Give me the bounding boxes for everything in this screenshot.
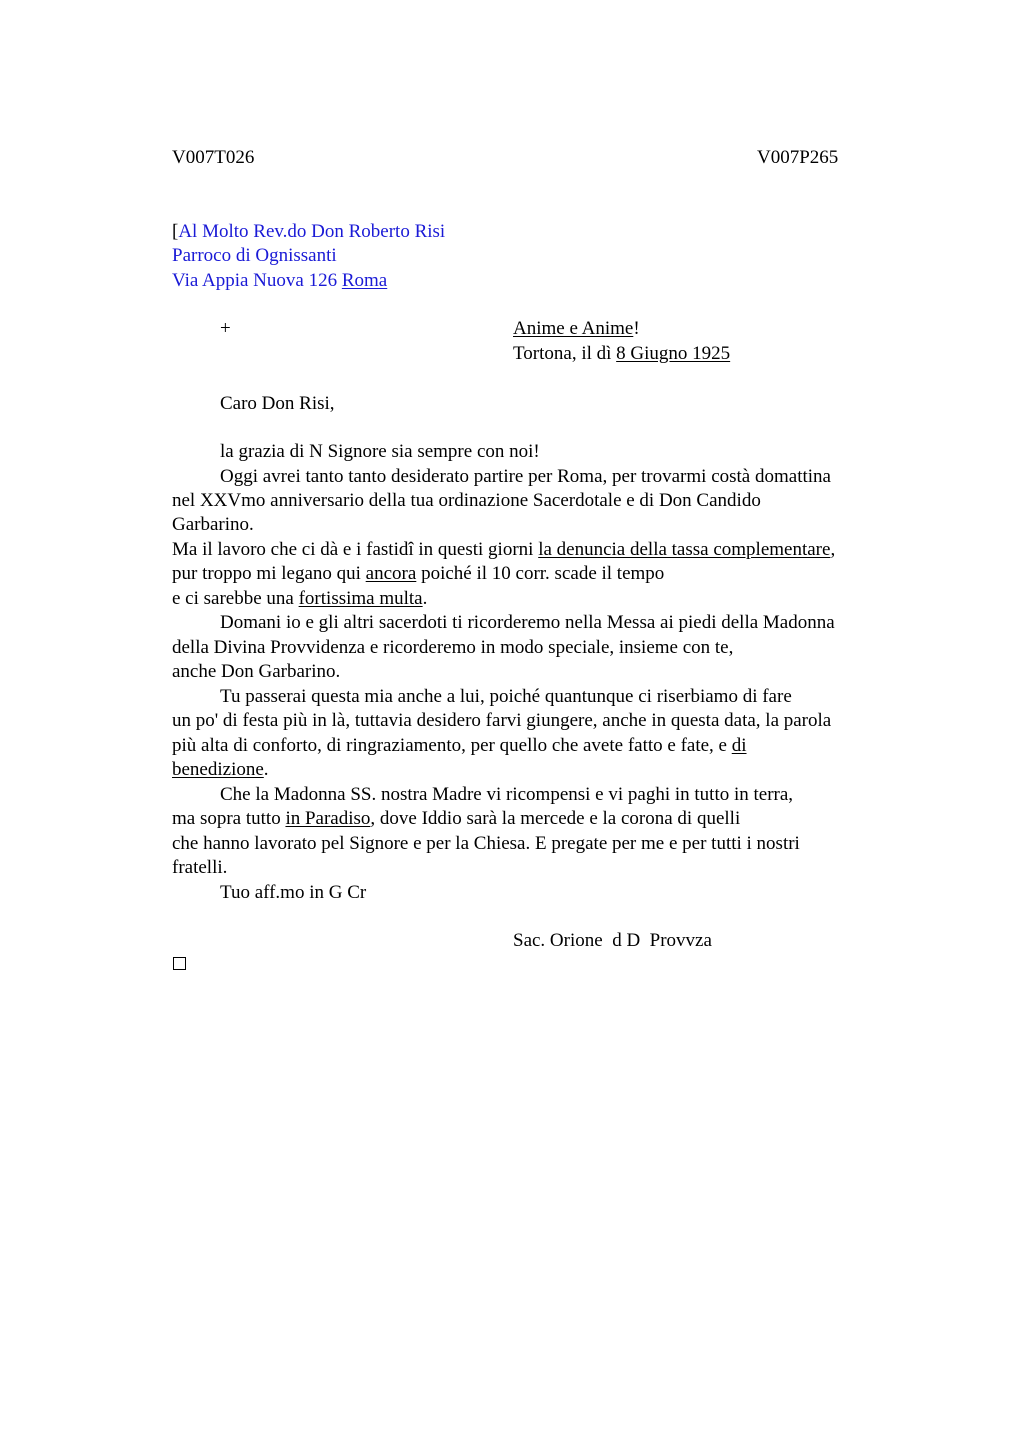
body-line: nel XXVmo anniversario della tua ordinazione Sacerdotale e di Don Candido	[172, 490, 761, 511]
text-segment: poiché il 10 corr. scade il tempo	[416, 563, 665, 584]
body-line: Domani io e gli altri sacerdoti ti ricorderemo nella Messa ai piedi della Madonna	[220, 612, 835, 633]
text-segment: e ci sarebbe una	[172, 588, 299, 609]
salutation: Caro Don Risi,	[220, 393, 335, 414]
address-line-1: Al Molto Rev.do Don Roberto Risi	[178, 221, 446, 242]
place-date	[513, 342, 730, 366]
underlined-text: di	[731, 735, 747, 756]
body-line: Che la Madonna SS. nostra Madre vi ricompensi e vi paghi in tutto in terra,	[220, 784, 794, 805]
underlined-text: in Paradiso	[285, 808, 371, 829]
motto-tail: !	[633, 318, 640, 339]
underlined-text: benedizione	[172, 759, 264, 780]
address-bracket: [	[172, 221, 179, 242]
underlined-text: ancora	[365, 563, 417, 584]
text-segment: ma sopra tutto	[172, 808, 286, 829]
signature: Sac. Orione d D Provvza	[513, 930, 712, 951]
body-line	[172, 807, 740, 831]
text-segment: , dove Iddio sarà la mercede e la corona di quelli	[370, 808, 741, 829]
text-segment: .	[422, 588, 428, 609]
text-segment: .	[263, 759, 269, 780]
body-line: che hanno lavorato pel Signore e per la Chiesa. E pregate per me e per tutti i nostri	[172, 833, 800, 854]
archive-code-right: V007P265	[757, 147, 839, 168]
underlined-text: la denuncia della tassa complementare	[538, 539, 831, 560]
text-segment: ,	[830, 539, 836, 560]
motto	[513, 317, 640, 341]
cross-mark: +	[220, 318, 231, 339]
body-line	[172, 587, 427, 611]
body-line: Oggi avrei tanto tanto desiderato partire per Roma, per trovarmi costà domattina	[220, 466, 831, 487]
text-segment: pur troppo mi legano qui	[172, 563, 366, 584]
text-segment: Ma il lavoro che ci dà e i fastidî in questi giorni	[172, 539, 539, 560]
closing-line: Tuo aff.mo in G Cr	[220, 882, 367, 903]
body-line	[172, 734, 747, 758]
address-line-2: Parroco di Ognissanti	[172, 245, 337, 266]
body-line: fratelli.	[172, 857, 228, 878]
body-line	[172, 758, 269, 782]
underlined-text: fortissima multa	[298, 588, 423, 609]
address-line-3: Via Appia Nuova 126	[172, 270, 342, 291]
archive-code-left: V007T026	[172, 147, 255, 168]
address-city: Roma	[341, 270, 388, 291]
motto-text: Anime e Anime	[513, 318, 634, 339]
body-line	[172, 538, 835, 562]
body-line: Garbarino.	[172, 514, 254, 535]
checkbox-square-icon	[173, 957, 186, 970]
body-line	[172, 562, 664, 586]
text-segment: più alta di conforto, di ringraziamento, per quello che avete fatto e fate, e	[172, 735, 732, 756]
place: Tortona, il dì	[513, 343, 617, 364]
body-line: la grazia di N Signore sia sempre con noi!	[220, 441, 540, 462]
body-line: Tu passerai questa mia anche a lui, poiché quantunque ci riserbiamo di fare	[220, 686, 792, 707]
body-line: un po' di festa più in là, tuttavia desidero farvi giungere, anche in questa data, la parola	[172, 710, 832, 731]
date: 8 Giugno 1925	[616, 343, 731, 364]
body-line: della Divina Provvidenza e ricorderemo in modo speciale, insieme con te,	[172, 637, 734, 658]
body-line: anche Don Garbarino.	[172, 661, 341, 682]
